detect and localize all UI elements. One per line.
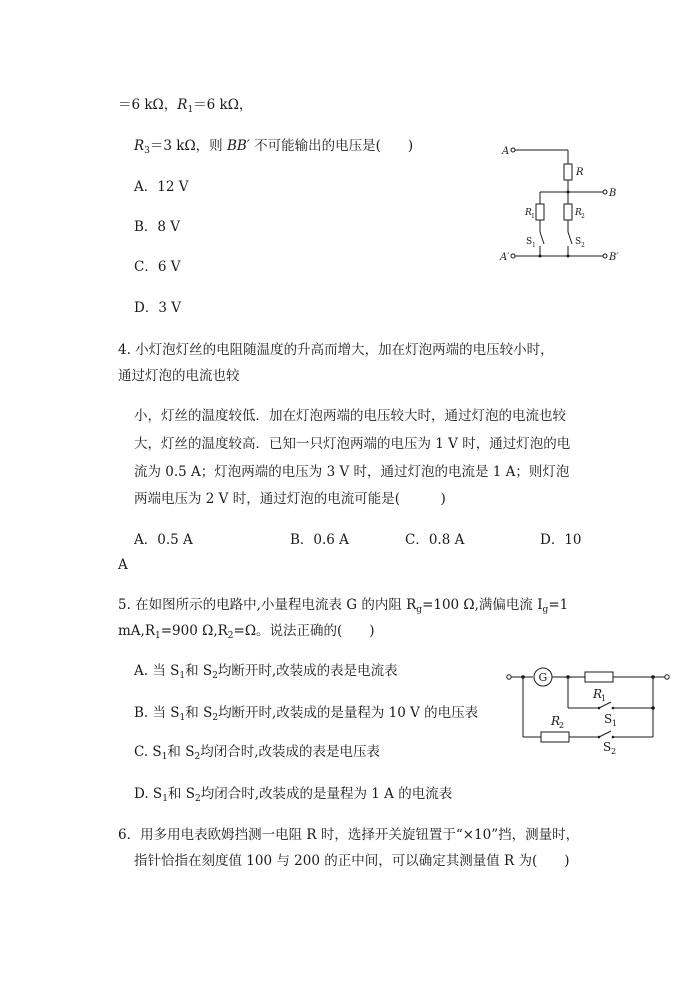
q4-line3: 小，灯丝的温度较低．加在灯泡两端的电压较大时，通过灯泡的电流也较 (134, 408, 566, 424)
q3-option-b[interactable]: B．8 V (134, 219, 181, 235)
q4-option-a[interactable]: A．0.5 A (134, 532, 193, 548)
q4-line4: 大，灯丝的温度较高．已知一只灯泡两端的电压为 1 V 时，通过灯泡的电 (134, 436, 571, 452)
q5-line2: $mA,R_1=900$ $\Omega,R_2=\Omega$。说法正确的( ) (118, 623, 375, 641)
q3-line2: $R_3=3$ kΩ，则 BB′ 不可能输出的电压是( ) (134, 138, 414, 156)
q6-line2: 指针恰指在刻度值 100 与 200 的正中间，可以确定其测量值 R 为( ) (134, 853, 570, 869)
q5-line1: 5. 在如图所示的电路中,小量程电流表 G 的内阻 $R_g=100$ Ω,满偏电流 $I_g=1$ (118, 597, 569, 615)
q3-fig-label-r1: R (525, 208, 532, 218)
q3-fig-label-s1: S (526, 237, 533, 247)
q5-fig-label-r2: R (551, 714, 561, 728)
q3-option-d[interactable]: D．3 V (134, 300, 181, 316)
q5-option-c[interactable]: C. $S_1$和 $S_2$均闭合时,改装成的表是电压表 (134, 744, 380, 762)
q3-fig-label-s1-sub: 1 (532, 242, 536, 249)
q3-fig-label-s2-sub: 2 (581, 242, 585, 249)
q6-line1: 6．用多用电表欧姆挡测一电阻 R 时，选择开关旋钮置于“×10”挡，测量时， (118, 827, 580, 843)
q4-option-d-wrap: A (118, 557, 128, 573)
q4-option-b[interactable]: B．0.6 A (290, 532, 349, 548)
q5-fig-label-s1-sub: 1 (612, 719, 618, 728)
q4-option-d[interactable]: D．10 (540, 532, 582, 548)
q3-option-c[interactable]: C．6 V (134, 259, 181, 275)
q5-fig-label-r1-sub: 1 (601, 694, 607, 703)
q5-option-d[interactable]: D. $S_1$和 $S_2$均闭合时,改装成的是量程为 1 A 的电流表 (134, 786, 453, 804)
q4-option-c[interactable]: C．0.8 A (405, 532, 465, 548)
q3-circuit-diagram (498, 140, 638, 270)
q5-fig-label-s2-sub: 2 (611, 747, 617, 756)
q3-fig-label-b: B (609, 188, 617, 199)
q3-line1: ＝6 kΩ，$R_1=6$ kΩ， (118, 97, 253, 115)
q3-fig-label-r: R (576, 167, 584, 178)
q4-line1: 4. 小灯泡灯丝的电阻随温度的升高而增大，加在灯泡两端的电压较小时， (118, 342, 554, 358)
q5-option-b[interactable]: B. 当 $S_1$和 $S_2$均断开时,改装成的是量程为 10 V 的电压表 (134, 705, 479, 723)
q5-fig-label-r1: R (593, 687, 603, 701)
q5-option-a[interactable]: A. 当 $S_1$和 $S_2$均断开时,改装成的表是电流表 (134, 663, 398, 681)
q3-fig-label-a-prime: A′ (500, 252, 510, 263)
q3-fig-label-b-prime: B′ (609, 252, 619, 263)
q3-option-a[interactable]: A．12 V (134, 179, 189, 195)
q3-fig-label-r1-sub: 1 (531, 213, 535, 220)
q5-fig-label-s2: S (603, 740, 612, 754)
q4-line5: 流为 0.5 A；灯泡两端的电压为 3 V 时，通过灯泡的电流是 1 A；则灯泡 (134, 464, 570, 480)
q5-fig-galvanometer-g: G (538, 671, 548, 684)
q5-circuit-diagram (503, 665, 678, 760)
q4-line2: 通过灯泡的电流也较 (118, 368, 240, 384)
q5-fig-label-r2-sub: 2 (559, 721, 565, 730)
q4-line6: 两端电压为 2 V 时，通过灯泡的电流可能是( ) (134, 491, 446, 507)
q3-fig-label-a: A (502, 146, 510, 157)
q3-fig-label-r2-sub: 2 (581, 213, 585, 220)
q3-fig-label-r2: R (575, 208, 582, 218)
q3-fig-label-s2: S (575, 237, 582, 247)
q5-fig-label-s1: S (604, 712, 613, 726)
